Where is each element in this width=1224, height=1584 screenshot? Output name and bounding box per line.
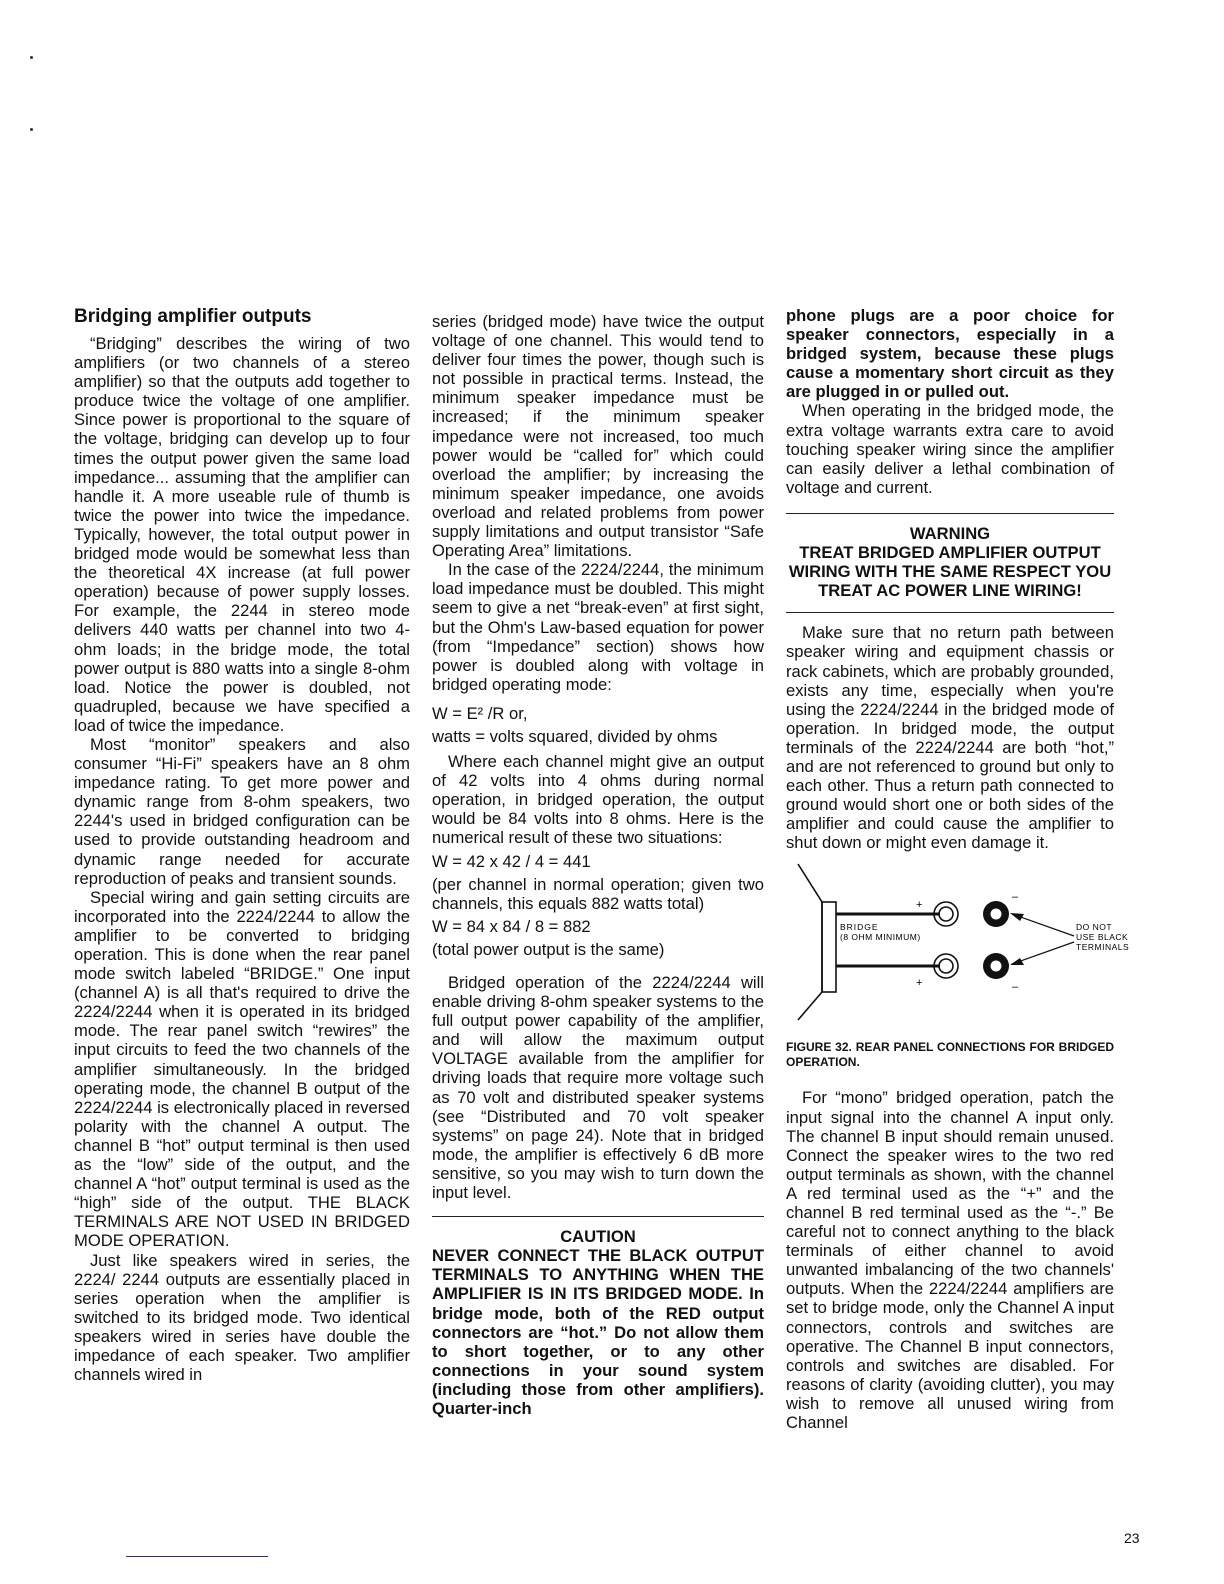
caution-continued: phone plugs are a poor choice for speaker connectors, especially in a bridged system, because these plugs cause a momentary short circuit as they are plugged in or pulled out.: [786, 306, 1114, 402]
warning-text: TREAT BRIDGED AMPLIFIER OUTPUT WIRING WITH THE SAME RESPECT YOU TREAT AC POWER LINE WIRING!: [788, 543, 1112, 601]
plus-sign-top: +: [916, 899, 923, 912]
footer-rule: [126, 1556, 268, 1557]
plus-sign-bottom: +: [916, 977, 923, 990]
figure-bridge-connections: [790, 862, 1140, 1032]
scan-speck: [30, 128, 33, 131]
column-middle: [432, 312, 764, 1418]
equation: W = 84 x 84 / 8 = 882: [432, 916, 591, 936]
divider: [786, 513, 1114, 514]
equation-text: (per channel in normal operation; given two channels, this equals 882 watts total): [432, 874, 764, 913]
equation: W = E² /R or,: [432, 703, 528, 723]
figure-note-line1: DO NOT: [1076, 922, 1113, 933]
figure-caption: FIGURE 32. REAR PANEL CONNECTIONS FOR BRIDGED OPERATION.: [786, 1040, 1114, 1070]
paragraph: Most “monitor” speakers and also consumer “Hi-Fi” speakers have an 8 ohm impedance rating. To get more power and dynamic range from 8-ohm speakers, two 2244's used in bridged configuration can be used to provide outstanding headroom and dynamic range needed for accurate reproduction of peaks and transient sounds.: [74, 734, 410, 888]
black-terminal-b: [983, 953, 1009, 979]
scan-speck: [30, 56, 33, 59]
paragraph: Just like speakers wired in series, the 2224/ 2244 outputs are essentially placed in series operation when the amplifier is switched to its bridged mode. Two identical speakers wired in series have double the impedance of each speaker. Two amplifier channels wired in: [74, 1250, 410, 1385]
minus-sign-bottom: –: [1012, 981, 1019, 994]
divider: [432, 1216, 764, 1217]
figure-label-bridge: BRIDGE: [840, 922, 879, 933]
paragraph: series (bridged mode) have twice the output voltage of one channel. This would tend to deliver four times the power, though such is not possible in practical terms. Instead, the minimum speaker impedance must be increased; if the minimum speaker impedance were not increased, too much power would be “called for” which could overload the amplifier; by increasing the minimum speaker impedance, one avoids overload and related problems from power supply limitations and output transistor “Safe Operating Area” limitations.: [432, 312, 764, 561]
arrow-head-top: [1010, 913, 1024, 921]
arrow-lines: [1012, 914, 1074, 964]
paragraph: “Bridging” describes the wiring of two amplifiers (or two channels of a stereo amplifier) so that the outputs add together to produce twice the voltage of one amplifier. Since power is proportional to the square of the voltage, bridging can develop up to four times the output power given the same load impedance... assuming that the amplifier can handle it. A more useable rule of thumb is twice the power into twice the impedance. Typically, however, the total output power in bridged mode would be somewhat less than the theoretical 4X increase (at full power operation) because of power supply losses. For example, the 2244 in stereo mode delivers 440 watts per channel into two 4-ohm loads; in the bridge mode, the total power output is 880 watts into a single 8-ohm load. Notice the power is doubled, not quadrupled, because we have specified a load of twice the impedance.: [74, 334, 410, 735]
divider: [786, 612, 1114, 613]
page-number: 23: [1124, 1530, 1140, 1546]
equation-text: (total power output is the same): [432, 939, 665, 959]
figure-label-ohm: (8 OHM MINIMUM): [840, 932, 921, 943]
arrow-head-bottom: [1010, 958, 1024, 965]
paragraph: Bridged operation of the 2224/2244 will enable driving 8-ohm speaker systems to the full output power capability of the amplifier, and will allow the maximum output VOLTAGE available from the amplifier for driving loads that require more voltage such as 70 volt and distributed speaker systems (see “Distributed and 70 volt speaker systems” on page 24). Note that in bridged mode, the amplifier is effectively 6 dB more sensitive, so you may wish to turn down the input level.: [432, 973, 764, 1203]
section-heading: Bridging amplifier outputs: [74, 306, 312, 327]
caution-text: NEVER CONNECT THE BLACK OUTPUT TERMINALS TO ANYTHING WHEN THE AMPLIFIER IS IN ITS BRIDGED MODE. In bridge mode, both of the RED output connectors are “hot.” Do not allow them to short together, or to any other connections in your sound system (including those from other amplifiers). Quarter-inch: [432, 1246, 764, 1418]
paragraph: Where each channel might give an output of 42 volts into 4 ohms during normal operation, in bridged operation, the output would be 84 volts into 8 ohms. Here is the numerical result of these two situations:: [432, 752, 764, 848]
paragraph: In the case of the 2224/2244, the minimum load impedance must be doubled. This might seem to give a net “break-even” at first sight, but the Ohm's Law-based equation for power (from “Impedance” section) shows how power is doubled along with voltage in bridged operating mode:: [432, 560, 764, 694]
equation: W = 42 x 42 / 4 = 441: [432, 851, 591, 871]
figure-note-line3: TERMINALS: [1076, 942, 1130, 953]
paragraph: Special wiring and gain setting circuits are incorporated into the 2224/2244 to allow the amplifier to be converted to bridging operation. This is done when the rear panel mode switch labeled “BRIDGE.” One input (channel A) is all that's required to drive the 2224/2244 when it is operated in its bridged mode. The rear panel switch “rewires” the input circuits to feed the two channels of the amplifier simultaneously. In the bridged operating mode, the channel B output of the 2224/2244 is electronically placed in reversed polarity with the channel A output. The channel B “hot” output terminal is then used as the “low” side of the output, and the channel A “hot” output terminal is used as the “high” side of the output. THE BLACK TERMINALS ARE NOT USED IN BRIDGED MODE OPERATION.: [74, 887, 410, 1251]
paragraph: For “mono” bridged operation, patch the input signal into the channel A input only. The channel B input should remain unused. Connect the speaker wires to the two red output terminals as shown, with the channel A red terminal used as the “+” and the channel B red terminal used as the “-.” Be careful not to connect anything to the black terminals of either channel to avoid unwanted imbalancing of the two channels' outputs. When the 2224/2244 amplifiers are set to bridge mode, only the Channel A input connectors, controls and switches are operative. The Channel B input connectors, controls and switches are disabled. For reasons of clarity (avoiding clutter), you may wish to remove all unused wiring from Channel: [786, 1088, 1114, 1433]
caution-title: CAUTION: [560, 1227, 636, 1247]
equation-text: watts = volts squared, divided by ohms: [432, 726, 718, 746]
warning-title: WARNING: [909, 523, 991, 543]
figure-note-line2: USE BLACK: [1076, 932, 1129, 943]
paragraph: When operating in the bridged mode, the extra voltage warrants extra care to avoid touching speaker wiring since the amplifier can easily deliver a lethal combination of voltage and current.: [786, 401, 1114, 497]
speaker-outline: [798, 864, 836, 1020]
paragraph: Make sure that no return path between speaker wiring and equipment chassis or rack cabinets, which are probably grounded, exists any time, especially when you're using the 2224/2244 in the bridged mode of operation. In bridged mode, the output terminals of the 2224/2244 are both “hot,” and are not referenced to ground but only to each other. Thus a return path connected to ground would short one or both sides of the amplifier and could cause the amplifier to shut down or might even damage it.: [786, 623, 1114, 853]
column-left: [74, 306, 410, 1384]
black-terminal-a: [983, 901, 1009, 927]
column-right: [786, 306, 1130, 1433]
minus-sign-top: –: [1012, 891, 1019, 904]
